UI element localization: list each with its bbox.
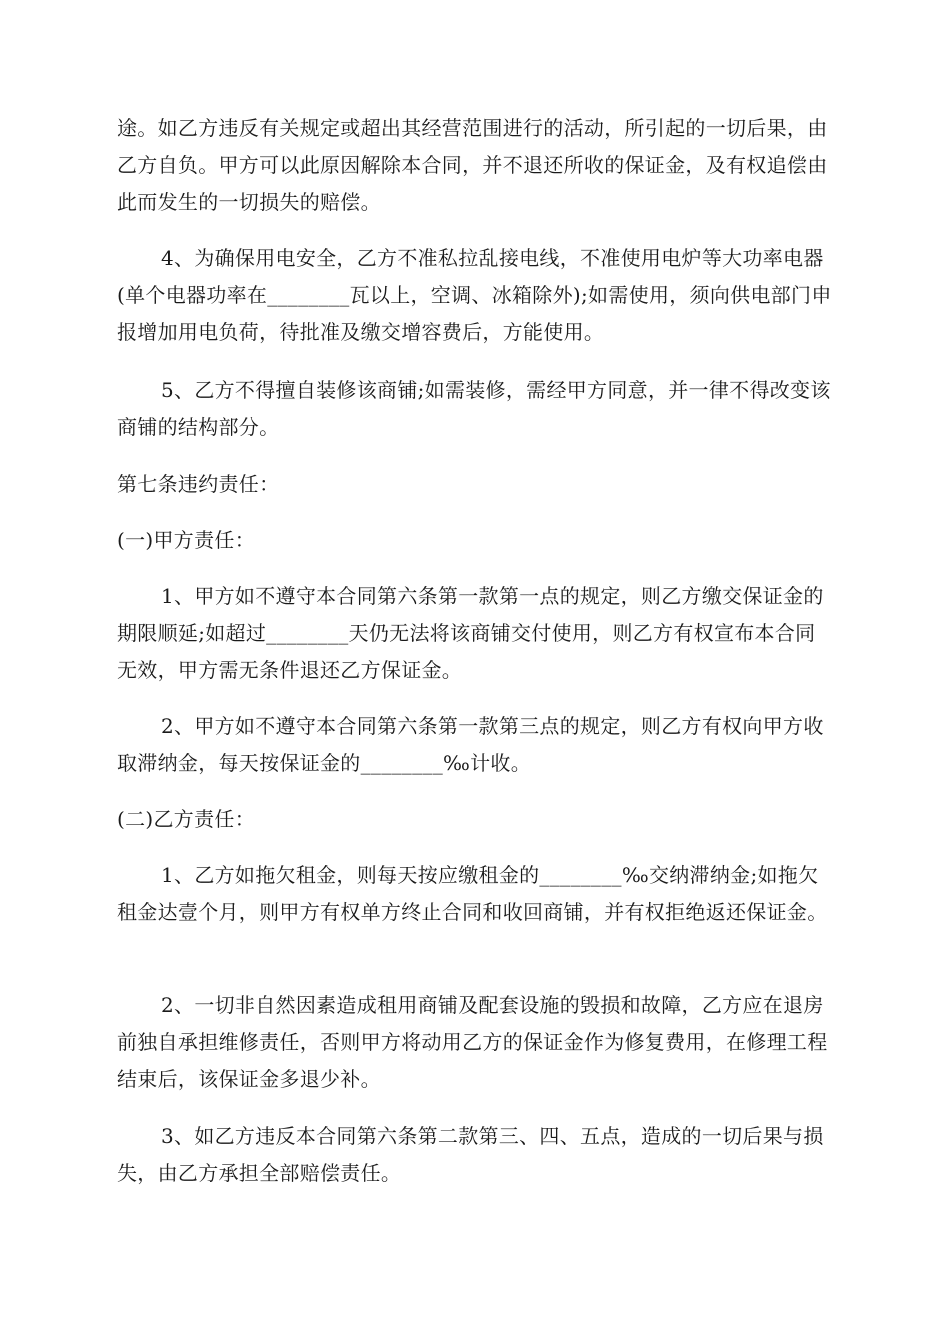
section-heading-article-7: 第七条违约责任： [117, 472, 280, 496]
subsection-heading-party-b: (二)乙方责任： [117, 807, 256, 831]
paragraph-party-b-2: 2、一切非自然因素造成租用商铺及配套设施的毁损和故障，乙方应在退房前独自承担维修责任，否则甲方将动用乙方的保证金作为修复费用，在修理工程结束后，该保证金多退少补。 [117, 993, 828, 1091]
paragraph-party-b-3: 3、如乙方违反本合同第六条第二款第三、四、五点，造成的一切后果与损失，由乙方承担全部赔偿责任。 [117, 1124, 824, 1185]
paragraph-party-a-1: 1、甲方如不遵守本合同第六条第一款第一点的规定，则乙方缴交保证金的期限顺延;如超过________天仍无法将该商铺交付使用，则乙方有权宣布本合同无效，甲方需无条件退还乙方保证金。 [117, 584, 824, 682]
paragraph-party-b-1: 1、乙方如拖欠租金，则每天按应缴租金的________‰交纳滞纳金;如拖欠租金达壹个月，则甲方有权单方终止合同和收回商铺，并有权拒绝返还保证金。 [117, 863, 828, 924]
paragraph-clause-5: 5、乙方不得擅自装修该商铺;如需装修，需经甲方同意，并一律不得改变该商铺的结构部分。 [117, 378, 831, 439]
paragraph-clause-4: 4、为确保用电安全，乙方不准私拉乱接电线，不准使用电炉等大功率电器(单个电器功率在________瓦以上，空调、冰箱除外);如需使用，须向供电部门申报增加用电负荷，待批准及缴交增容费后，方能使用。 [117, 246, 832, 344]
paragraph-party-a-2: 2、甲方如不遵守本合同第六条第一款第三点的规定，则乙方有权向甲方收取滞纳金，每天按保证金的________‰计收。 [117, 714, 824, 775]
subsection-heading-party-a: (一)甲方责任： [117, 528, 256, 552]
paragraph-continuation: 途。如乙方违反有关规定或超出其经营范围进行的活动，所引起的一切后果，由乙方自负。甲方可以此原因解除本合同，并不退还所收的保证金，及有权追偿由此而发生的一切损失的赔偿。 [117, 116, 828, 214]
